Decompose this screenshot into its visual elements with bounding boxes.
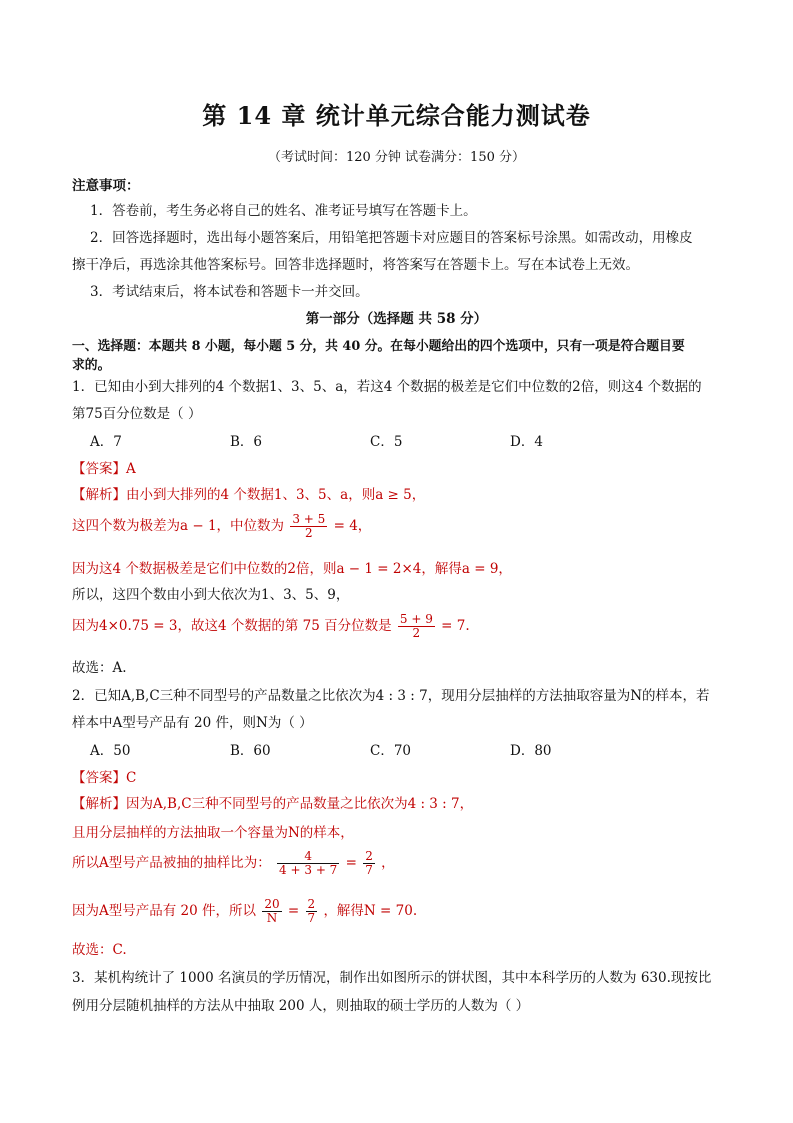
fraction (277, 850, 339, 877)
analysis-text: 因为A,B,C三种不同型号的产品数量之比依次为4 : 3 : 7， (126, 796, 474, 812)
question-2-stem: 2．已知A,B,C三种不同型号的产品数量之比依次为4 : 3 : 7，现用分层抽样的方法抽取容量为N的样本，若 (72, 688, 710, 704)
analysis-line: 因为这4 个数据极差是它们中位数的2倍，则a − 1 = 2×4，解得a = 9， (72, 561, 512, 577)
numerator: 5 + 9 (399, 612, 433, 626)
option-c: C．70 (370, 743, 412, 759)
denominator: 2 (305, 526, 313, 540)
page-title: 第 14 章 统计单元综合能力测试卷 (202, 101, 591, 130)
question-1-stem-cont: 第75百分位数是（ ） (72, 406, 202, 422)
question-2-stem-cont: 样本中A型号产品有 20 件，则N为（ ） (72, 715, 313, 731)
exam-info: （考试时间：120 分钟 试卷满分：150 分） (267, 150, 526, 165)
denominator: 4 + 3 + 7 (279, 863, 338, 877)
analysis-line (72, 898, 417, 925)
analysis-line (72, 792, 473, 812)
numerator: 3 + 5 (292, 512, 326, 526)
answer-label: 【答案】 (72, 461, 126, 477)
question-1-options (90, 430, 650, 450)
fraction (262, 898, 281, 925)
analysis-text: 因为A型号产品有 20 件，所以 (72, 903, 257, 919)
option-d: D．4 (510, 434, 543, 450)
denominator: 2 (412, 626, 421, 640)
fraction (290, 513, 327, 540)
option-a: A．50 (90, 743, 131, 759)
answer-label: 【答案】 (72, 770, 126, 786)
analysis-text: ， (381, 855, 395, 871)
notice-item: 擦干净后，再选涂其他答案标号。回答非选择题时，将答案写在答题卡上。写在本试卷上无效。 (72, 257, 639, 273)
analysis-line (72, 513, 371, 540)
answer-value: C (126, 770, 137, 786)
numerator: 2 (365, 849, 373, 863)
analysis-text: ，解得N = 70. (323, 903, 418, 919)
choice-line: 故选：C. (72, 942, 127, 958)
denominator: N (266, 911, 278, 925)
fraction (363, 850, 375, 877)
analysis-label: 【解析】 (72, 796, 126, 812)
denominator: 7 (365, 863, 373, 877)
notice-heading: 注意事项： (72, 178, 140, 194)
section-heading-cont: 求的。 (72, 358, 111, 373)
analysis-text: = 4， (333, 518, 372, 534)
question-2-options (90, 739, 650, 759)
question-1-stem: 1．已知由小到大排列的4 个数据1、3、5、a，若这4 个数据的极差是它们中位数的2倍，则这4 个数据的 (72, 379, 702, 395)
denominator: 7 (307, 911, 316, 925)
answer-value: A (126, 461, 136, 477)
notice-item: 2．回答选择题时，选出每小题答案后，用铅笔把答题卡对应题目的答案标号涂黑。如需改动，用橡皮 (90, 230, 693, 246)
equals-sign: = (287, 903, 300, 919)
numerator: 2 (307, 897, 316, 911)
analysis-text: 这四个数为极差为a − 1，中位数为 (72, 518, 285, 534)
answer-line (72, 766, 136, 786)
notice-item: 1．答卷前，考生务必将自己的姓名、准考证号填写在答题卡上。 (90, 203, 477, 219)
question-3-stem: 3．某机构统计了 1000 名演员的学历情况，制作出如图所示的饼状图，其中本科学历的人数为 630.现按比 (72, 970, 712, 986)
analysis-label: 【解析】 (72, 487, 126, 503)
fraction (306, 898, 318, 925)
numerator: 20 (264, 897, 280, 911)
analysis-line: 且用分层抽样的方法抽取一个容量为N的样本， (72, 825, 354, 841)
notice-item: 3．考试结束后，将本试卷和答题卡一并交回。 (90, 284, 369, 300)
choice-line: 故选：A. (72, 660, 127, 676)
fraction (398, 613, 435, 640)
option-b: B．6 (230, 434, 263, 450)
option-b: B．60 (230, 743, 271, 759)
analysis-line: 所以，这四个数由小到大依次为1、3、5、9， (72, 587, 350, 603)
answer-line (72, 457, 136, 477)
option-d: D．80 (510, 743, 552, 759)
analysis-line (72, 613, 470, 640)
option-c: C．5 (370, 434, 403, 450)
analysis-text: 因为4×0.75 = 3，故这4 个数据的第 75 百分位数是 (72, 618, 392, 634)
analysis-text: 由小到大排列的4 个数据1、3、5、a，则a ≥ 5， (126, 487, 426, 503)
numerator: 4 (277, 850, 339, 864)
section-heading: 一、选择题：本题共 8 小题，每小题 5 分，共 40 分。在每小题给出的四个选项中，只有一项是符合题目要 (72, 339, 685, 354)
option-a: A．7 (90, 434, 122, 450)
part-heading: 第一部分（选择题 共 58 分） (305, 311, 488, 327)
equals-sign: = (345, 855, 357, 871)
question-3-stem-cont: 例用分层随机抽样的方法从中抽取 200 人，则抽取的硕士学历的人数为（ ） (72, 998, 530, 1014)
analysis-line (72, 850, 395, 877)
analysis-text: = 7. (441, 618, 470, 634)
analysis-line (72, 483, 425, 503)
analysis-text: 所以A型号产品被抽的抽样比为： (72, 855, 271, 871)
